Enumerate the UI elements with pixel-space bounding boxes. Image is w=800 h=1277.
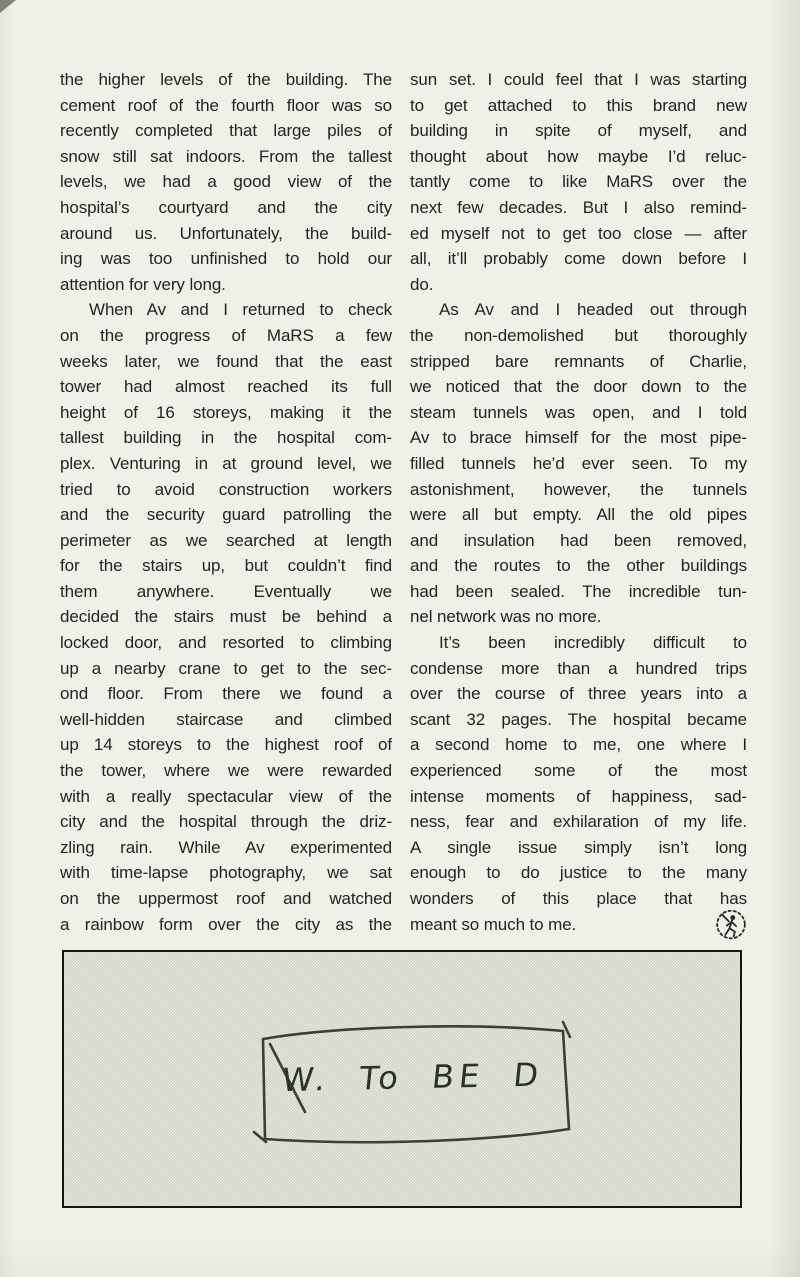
text-line: the non-demolished but thoroughly <box>410 325 747 345</box>
text-line: and the security guard patrolling the <box>60 505 392 525</box>
text-column-right <box>410 67 747 937</box>
text-line: ness, fear and exhilaration of my life. <box>410 812 747 832</box>
handwritten-label: W. To BE D <box>280 1055 546 1100</box>
text-line: snow still sat indoors. From the tallest <box>60 146 392 166</box>
text-line: It’s been incredibly difficult to <box>439 633 747 653</box>
text-line: attention for very long. <box>60 274 226 294</box>
text-line: tantly come to like MaRS over the <box>410 172 747 192</box>
text-line: up 14 storeys to the highest roof of <box>60 735 392 755</box>
text-line: steam tunnels was open, and I told <box>410 402 747 422</box>
text-column-left <box>60 67 392 937</box>
text-line: weeks later, we found that the east <box>60 351 392 371</box>
text-line: had been sealed. The incredible tun- <box>410 581 747 601</box>
text-line: hospital’s courtyard and the city <box>60 197 392 217</box>
text-line: all, it’ll probably come down before I <box>410 249 747 269</box>
text-line: and the routes to the other buildings <box>410 556 747 576</box>
text-line: them anywhere. Eventually we <box>60 581 392 601</box>
text-line: zling rain. While Av experimented <box>60 837 392 857</box>
text-line: ing was too unfinished to hold our <box>60 249 392 269</box>
text-line: a rainbow form over the city as the <box>60 914 392 934</box>
text-line: stripped bare remnants of Charlie, <box>410 351 747 371</box>
text-line: thought about how maybe I’d reluc- <box>410 146 747 166</box>
text-line: and insulation had been removed, <box>410 530 747 550</box>
runner-end-mark-icon <box>715 907 747 941</box>
text-line: experienced some of the most <box>410 761 747 781</box>
text-line: levels, we had a good view of the <box>60 172 392 192</box>
text-line: A single issue simply isn’t long <box>410 837 747 857</box>
text-line: with a really spectacular view of the <box>60 786 392 806</box>
text-line: perimeter as we searched at length <box>60 530 392 550</box>
text-line: decided the stairs must be behind a <box>60 607 392 627</box>
text-line: the higher levels of the building. The <box>60 70 392 89</box>
text-line: a second home to me, one where I <box>410 735 747 755</box>
text-line: plex. Venturing in at ground level, we <box>60 453 392 473</box>
text-line: ed myself not to get too close — after <box>410 223 747 243</box>
text-line: do. <box>410 274 434 294</box>
text-line: scant 32 pages. The hospital became <box>410 709 747 729</box>
text-line: next few decades. But I also remind- <box>410 197 747 217</box>
text-line: were all but empty. All the old pipes <box>410 505 747 525</box>
text-line: wonders of this place that has <box>410 889 747 908</box>
text-line: on the progress of MaRS a few <box>60 325 392 345</box>
text-line: over the course of three years into a <box>410 684 747 704</box>
text-line: on the uppermost roof and watched <box>60 889 392 908</box>
text-line: astonishment, however, the tunnels <box>410 479 747 499</box>
text-line: sun set. I could feel that I was starting <box>410 70 747 89</box>
text-line: around us. Unfortunately, the build- <box>60 223 392 243</box>
text-line: enough to do justice to the many <box>410 863 747 883</box>
text-line: building in spite of myself, and <box>410 121 747 141</box>
text-line: for the stairs up, but couldn’t find <box>60 556 392 576</box>
text-line: recently completed that large piles of <box>60 121 392 141</box>
article-body <box>60 67 747 937</box>
text-line: height of 16 storeys, making it the <box>60 402 392 422</box>
text-line: locked door, and resorted to climbing <box>60 633 392 653</box>
text-line: tried to avoid construction workers <box>60 479 392 499</box>
text-line: intense moments of happiness, sad- <box>410 786 747 806</box>
text-line: to get attached to this brand new <box>410 95 747 115</box>
text-line: city and the hospital through the driz- <box>60 812 392 832</box>
text-line: well-hidden staircase and climbed <box>60 709 392 729</box>
text-line: ond floor. From there we found a <box>60 684 392 704</box>
text-line: we noticed that the door down to the <box>410 377 747 397</box>
halftone-photo <box>62 950 742 1208</box>
text-line: condense more than a hundred trips <box>410 658 747 678</box>
text-line: cement roof of the fourth floor was so <box>60 95 392 115</box>
text-line: meant so much to me. <box>410 914 577 934</box>
text-line: tower had almost reached its full <box>60 377 392 397</box>
text-line: filled tunnels he’d ever seen. To my <box>410 453 747 473</box>
text-line: nel network was no more. <box>410 607 602 627</box>
scan-corner-artifact <box>0 0 16 13</box>
text-line: When Av and I returned to check <box>89 300 392 320</box>
text-line: As Av and I headed out through <box>439 300 747 320</box>
text-line: the tower, where we were rewarded <box>60 761 392 781</box>
text-line: tallest building in the hospital com- <box>60 428 392 448</box>
text-line: Av to brace himself for the most pipe- <box>410 428 747 448</box>
text-line: with time-lapse photography, we sat <box>60 863 392 883</box>
text-line: up a nearby crane to get to the sec- <box>60 658 392 678</box>
